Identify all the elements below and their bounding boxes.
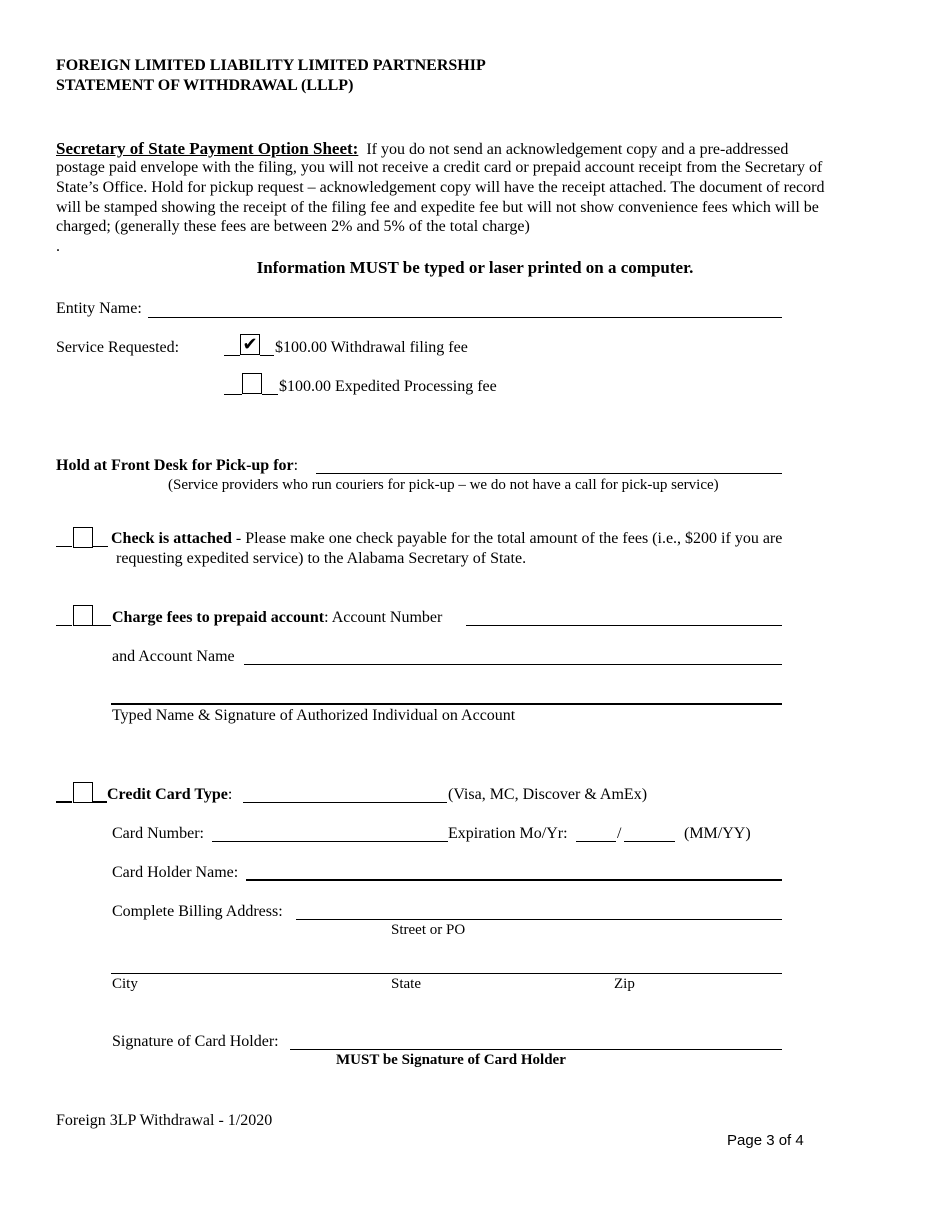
card-number-field[interactable] xyxy=(212,841,448,842)
account-number-field[interactable] xyxy=(466,625,782,626)
credit-card-type-bold: Credit Card Type xyxy=(107,786,228,803)
credit-option-trailer xyxy=(93,801,107,803)
service-option-1-leader xyxy=(224,355,240,356)
check-attached-line2: requesting expedited service) to the Alabama Secretary of State. xyxy=(116,550,527,567)
account-signature-caption: Typed Name & Signature of Authorized Individual on Account xyxy=(112,707,516,724)
intro-line-4: will be stamped showing the receipt of the filing fee and expedite fee but will not show convenience fees which will be xyxy=(56,199,819,216)
card-holder-label: Card Holder Name: xyxy=(112,864,239,881)
billing-address-label: Complete Billing Address: xyxy=(112,903,283,920)
service-option-1-trailer xyxy=(260,355,274,356)
intro-line-2: postage paid envelope with the filing, you will not receive a credit card or prepaid account receipt from the Secretary of xyxy=(56,159,823,176)
page-number: Page 3 of 4 xyxy=(727,1132,804,1149)
prepaid-option-trailer xyxy=(93,625,111,626)
expiration-month-field[interactable] xyxy=(576,841,616,842)
city-caption: City xyxy=(112,976,138,992)
account-name-label: and Account Name xyxy=(112,648,235,665)
check-attached-line1 xyxy=(111,530,782,548)
check-option-leader xyxy=(56,546,72,547)
typed-notice: Information MUST be typed or laser printed on a computer. xyxy=(256,258,694,277)
billing-city-state-zip-field[interactable] xyxy=(111,973,782,974)
expiration-slash: / xyxy=(617,825,622,842)
expiration-label: Expiration Mo/Yr: xyxy=(448,825,568,842)
hold-pickup-note: (Service providers who run couriers for pick-up – we do not have a call for pick-up service) xyxy=(168,477,719,493)
service-option-2-leader xyxy=(224,394,242,395)
check-attached-checkbox[interactable] xyxy=(73,527,93,548)
prepaid-account-bold: Charge fees to prepaid account xyxy=(112,609,325,626)
credit-card-types-hint: (Visa, MC, Discover & AmEx) xyxy=(448,786,648,803)
service-option-2-trailer xyxy=(262,394,278,395)
credit-card-type-label xyxy=(107,786,232,804)
card-holder-field[interactable] xyxy=(246,879,782,881)
form-title-line2: STATEMENT OF WITHDRAWAL (LLLP) xyxy=(56,77,354,94)
hold-pickup-label xyxy=(56,457,298,475)
check-attached-text: - Please make one check payable for the total amount of the fees (i.e., $200 if you are xyxy=(231,530,783,547)
expiration-format-hint: (MM/YY) xyxy=(684,825,751,842)
hold-pickup-field[interactable] xyxy=(316,473,782,474)
prepaid-account-checkbox[interactable] xyxy=(73,605,93,626)
entity-name-label: Entity Name: xyxy=(56,300,142,317)
expiration-year-field[interactable] xyxy=(624,841,675,842)
check-attached-bold: Check is attached xyxy=(111,530,232,547)
zip-caption: Zip xyxy=(614,976,635,992)
street-caption: Street or PO xyxy=(391,922,466,938)
credit-card-type-colon: : xyxy=(227,786,233,803)
withdrawal-fee-label: $100.00 Withdrawal filing fee xyxy=(275,339,468,356)
credit-card-checkbox[interactable] xyxy=(73,782,93,803)
form-identifier: Foreign 3LP Withdrawal - 1/2020 xyxy=(56,1112,273,1129)
hold-pickup-colon: : xyxy=(293,457,299,474)
intro-line-3: State’s Office. Hold for pickup request – acknowledgement copy will have the receipt attached. The document of record xyxy=(56,179,825,196)
stray-dot: . xyxy=(56,238,60,255)
intro-line-1 xyxy=(56,139,788,159)
expedited-fee-label: $100.00 Expedited Processing fee xyxy=(279,378,497,395)
credit-card-type-field[interactable] xyxy=(243,802,447,803)
credit-option-leader xyxy=(56,801,72,803)
prepaid-option-leader xyxy=(56,625,72,626)
card-number-label: Card Number: xyxy=(112,825,204,842)
withdrawal-fee-checkbox[interactable]: ✔ xyxy=(240,334,260,355)
prepaid-account-line xyxy=(112,609,442,627)
card-holder-signature-note: MUST be Signature of Card Holder xyxy=(336,1052,566,1068)
hold-pickup-bold: Hold at Front Desk for Pick-up for xyxy=(56,457,294,474)
card-holder-signature-field[interactable] xyxy=(290,1049,782,1050)
service-requested-label: Service Requested: xyxy=(56,339,180,356)
form-title-line1: FOREIGN LIMITED LIABILITY LIMITED PARTNERSHIP xyxy=(56,57,486,74)
check-option-trailer xyxy=(93,546,108,547)
intro-text-1: If you do not send an acknowledgement copy and a pre-addressed xyxy=(366,141,789,158)
intro-line-5: charged; (generally these fees are between 2% and 5% of the total charge) xyxy=(56,218,530,235)
card-holder-signature-label: Signature of Card Holder: xyxy=(112,1033,279,1050)
account-number-label: : Account Number xyxy=(324,609,443,626)
state-caption: State xyxy=(391,976,421,992)
entity-name-field[interactable] xyxy=(148,317,782,318)
intro-heading: Secretary of State Payment Option Sheet: xyxy=(56,139,359,158)
expedited-fee-checkbox[interactable] xyxy=(242,373,262,394)
billing-street-field[interactable] xyxy=(296,919,782,920)
account-name-field[interactable] xyxy=(244,664,782,665)
account-signature-field[interactable] xyxy=(111,703,782,705)
